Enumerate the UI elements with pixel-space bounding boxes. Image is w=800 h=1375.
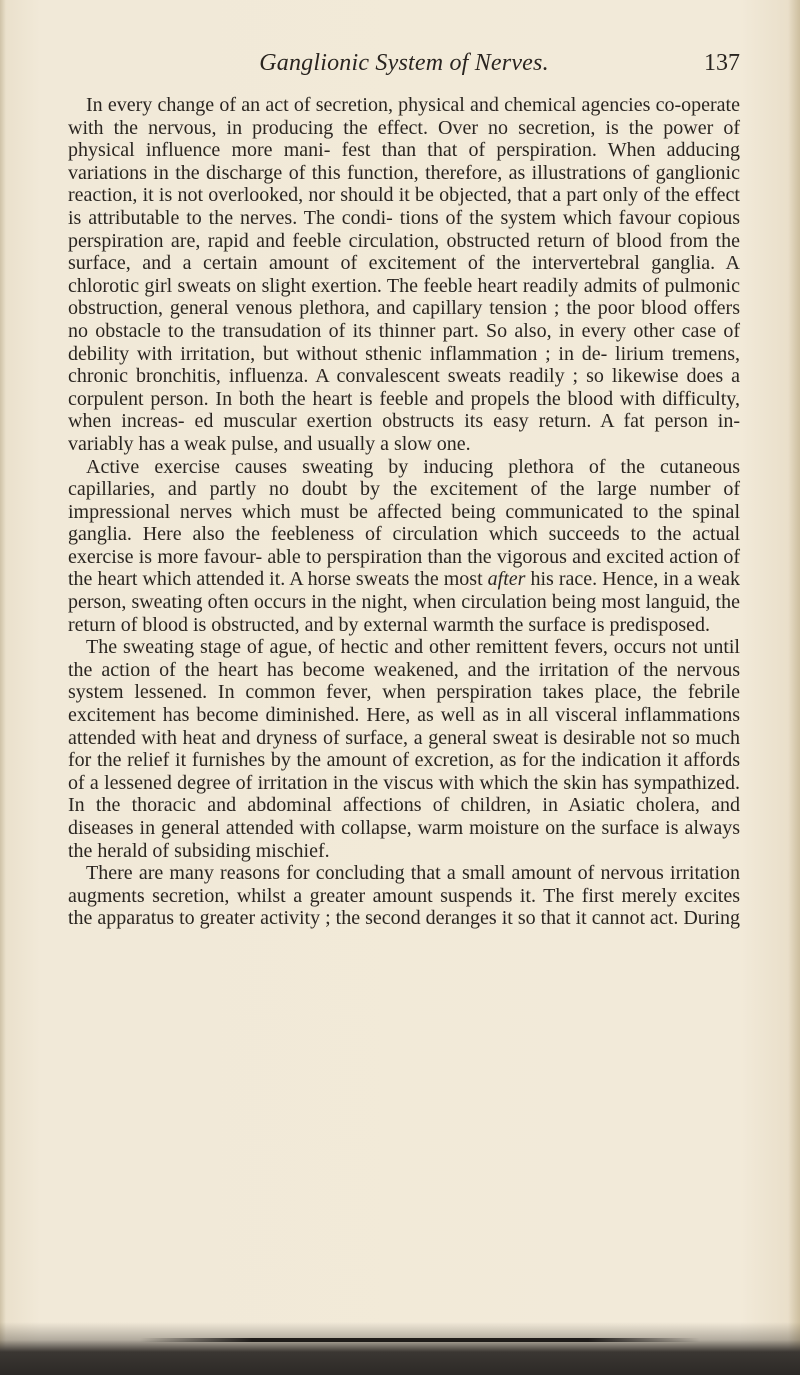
paragraph-4: There are many reasons for concluding that a small amount of nervous irritation augments secretion, whilst a greater amount suspends it. The first merely excites the apparatus to greater activity ; the second deranges it so that it cannot act. During xyxy=(68,862,740,930)
page-bottom-edge xyxy=(140,1338,700,1342)
page-header xyxy=(68,46,740,82)
page-bottom-shadow xyxy=(0,1322,800,1375)
body-text xyxy=(68,94,740,930)
paragraph-2-text-start: Active exercise causes sweating by inducing plethora of the cutaneous capillaries, and partly no doubt by the excitement of the large number of impressional nerves which must be affected being communicated to the spinal ganglia. Here also the feebleness of circulation which succeeds to the actual exercise is more favour- able to perspiration than the vigorous and excited action of the heart which attended it. A horse sweats the most xyxy=(68,455,740,591)
paragraph-2-text-end: his race. Hence, in a weak person, sweating often occurs in the night, when circulation being most languid, the return of blood is obstructed, and by external warmth the surface is predisposed. xyxy=(68,568,740,636)
running-title: Ganglionic System of Nerves. xyxy=(259,50,549,76)
page-right-edge xyxy=(788,0,800,1375)
paragraph-1: In every change of an act of secretion, physical and chemical agencies co-operate with the nervous, in producing the effect. Over no secretion, is the power of physical influence more mani- fest than that of perspiration. When adducing variations in the discharge of this function, therefore, as illustrations of ganglionic reaction, it is not overlooked, nor should it be objected, that a part only of the effect is attributable to the nerves. The condi- tions of the system which favour copious perspiration are, rapid and feeble circulation, obstructed return of blood from the surface, and a certain amount of excitement of the intervertebral ganglia. A chlorotic girl sweats on slight exertion. The feeble heart readily admits of pulmonic obstruction, general venous plethora, and capillary tension ; the poor blood offers no obstacle to the transudation of its thinner part. So also, in every other case of debility with irritation, but without sthenic inflammation ; in de- lirium tremens, chronic bronchitis, influenza. A convalescent sweats readily ; so likewise does a corpulent person. In both the heart is feeble and propels the blood with difficulty, when increas- ed muscular exertion obstructs its easy return. A fat person in- variably has a weak pulse, and usually a slow one. xyxy=(68,94,740,455)
page-number: 137 xyxy=(704,50,740,76)
paragraph-2 xyxy=(68,456,740,637)
page-left-edge xyxy=(0,0,6,1375)
paragraph-3: The sweating stage of ague, of hectic and other remittent fevers, occurs not until the action of the heart has become weakened, and the irritation of the nervous system lessened. In common fever, when perspiration takes place, the febrile excitement has become diminished. Here, as well as in all visceral inflammations attended with heat and dryness of surface, a general sweat is desirable not so much for the relief it furnishes by the amount of excretion, as for the indication it affords of a lessened degree of irritation in the viscus with which the skin has sympathized. In the thoracic and abdominal affections of children, in Asiatic cholera, and diseases in general attended with collapse, warm moisture on the surface is always the herald of subsiding mischief. xyxy=(68,636,740,862)
emphasized-word: after xyxy=(487,568,526,591)
